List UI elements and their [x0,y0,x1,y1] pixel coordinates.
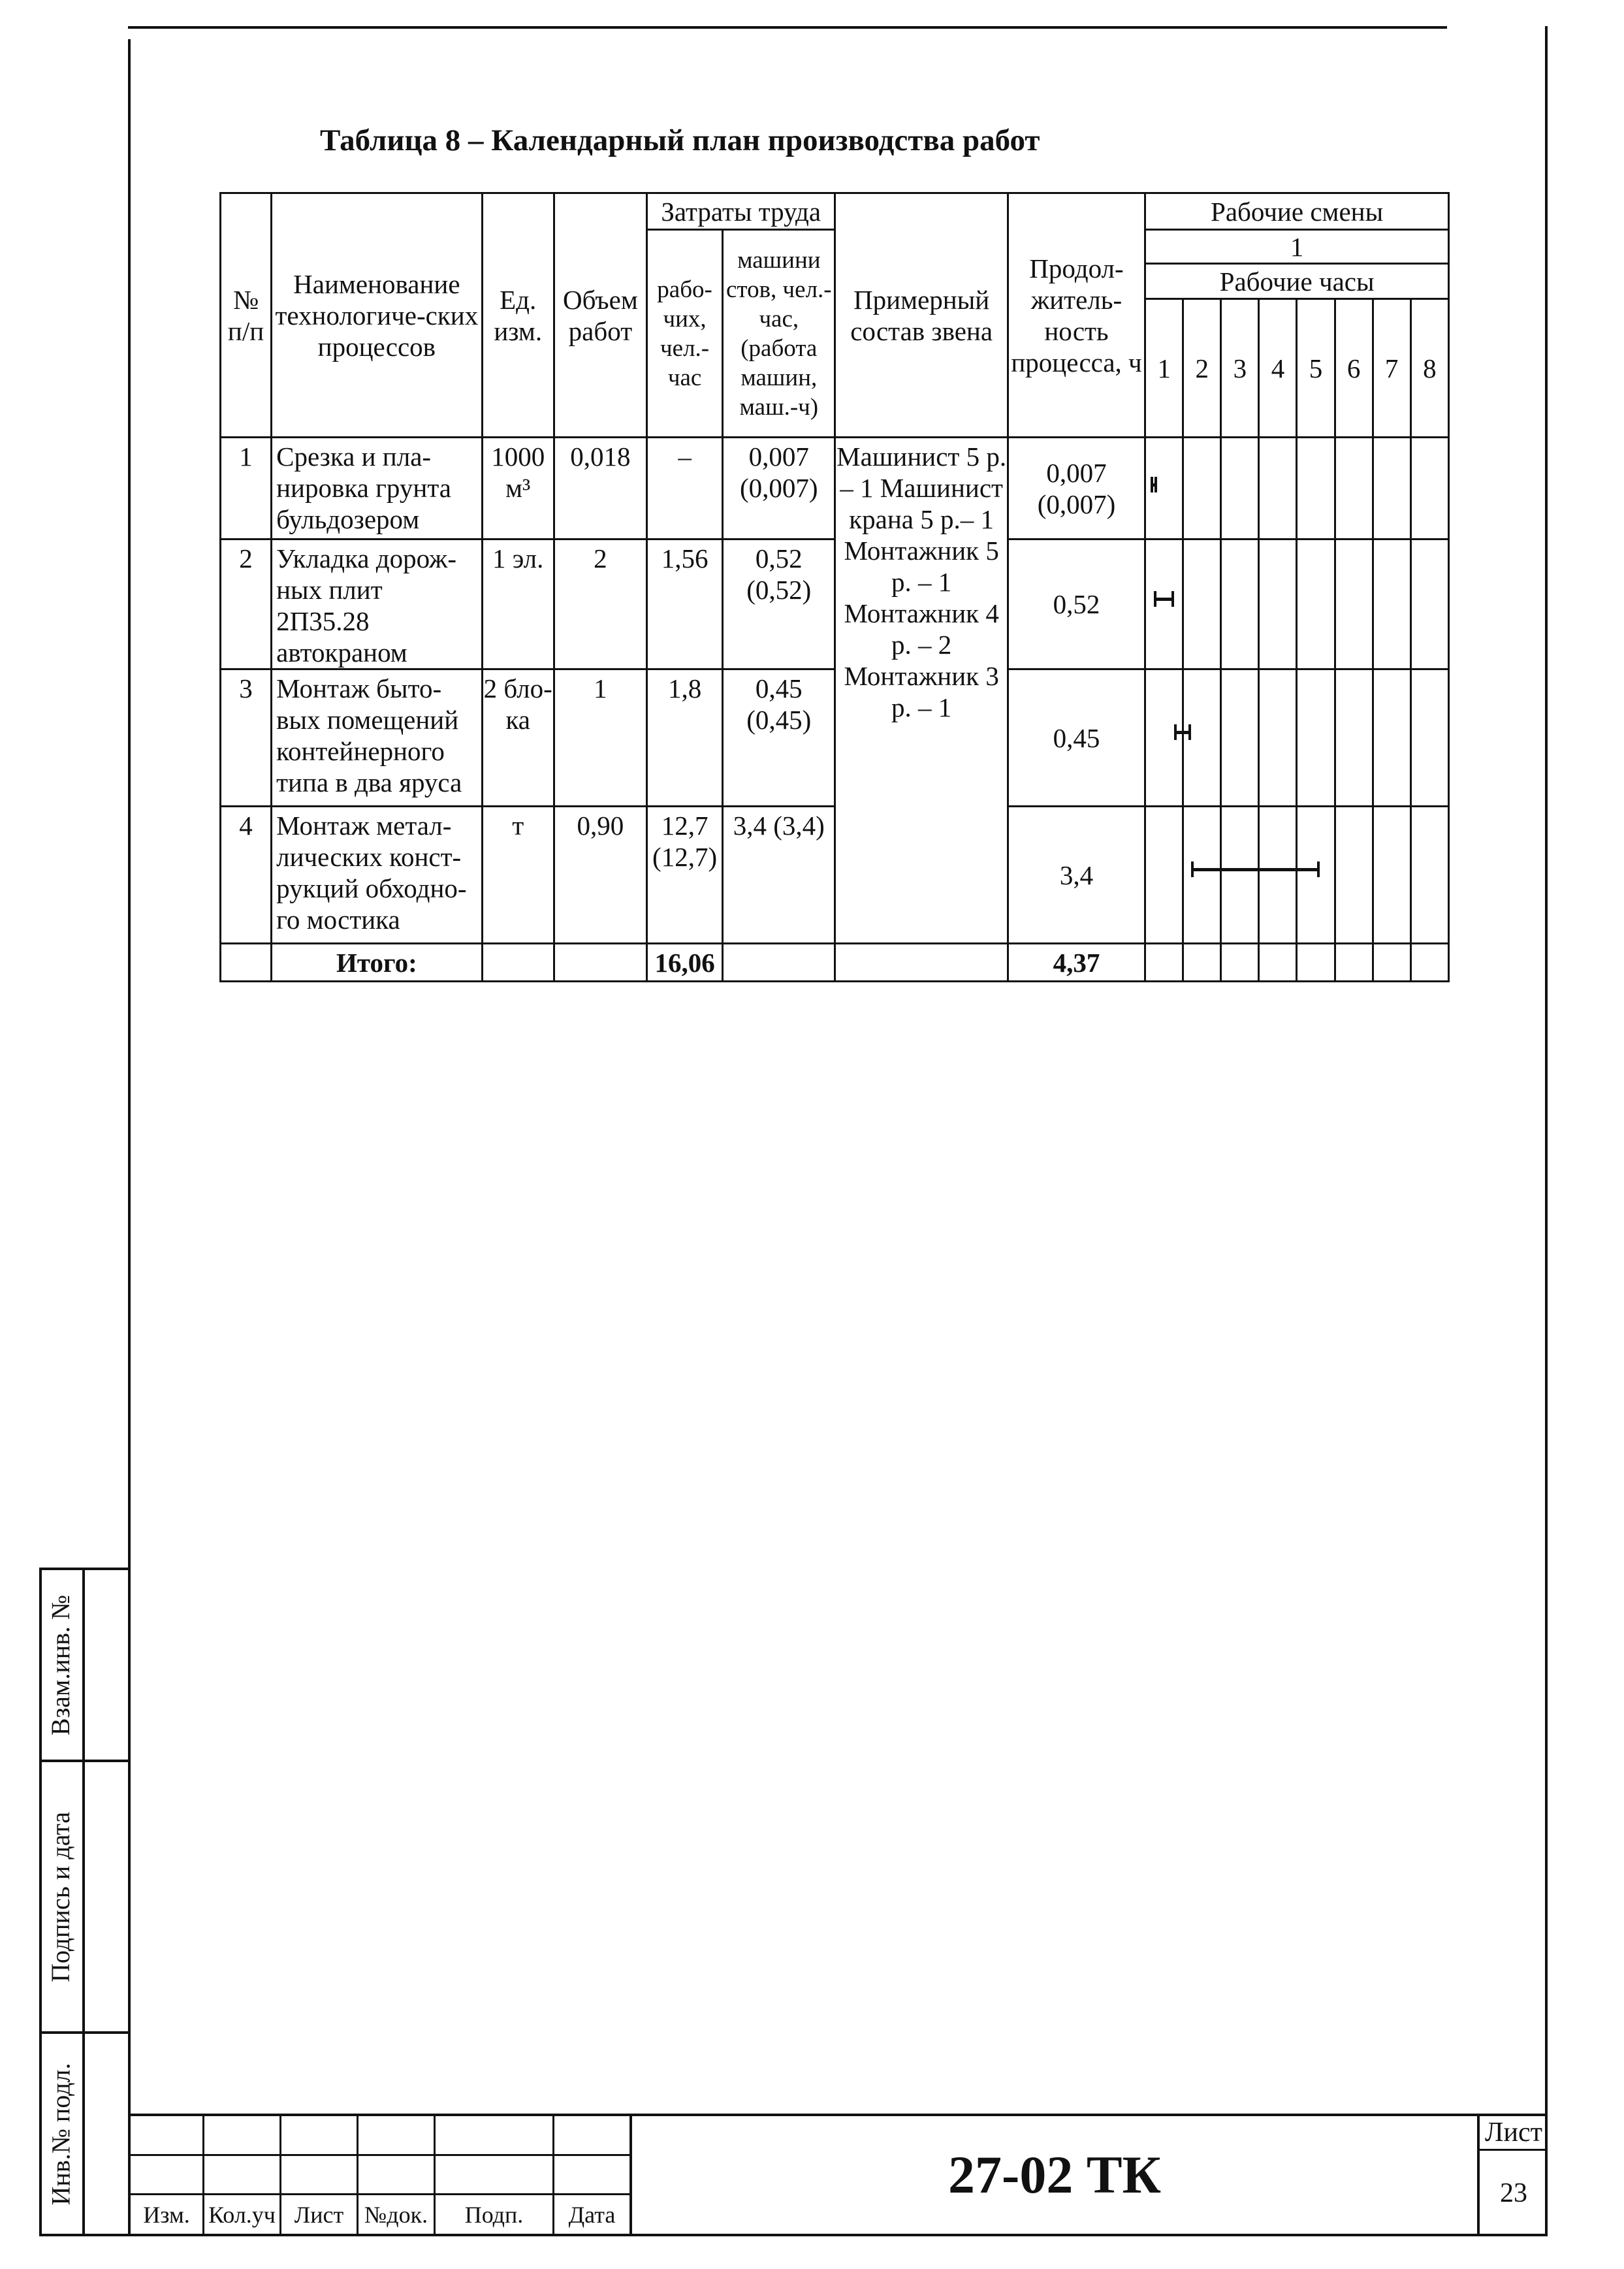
gantt-bar [1151,483,1157,487]
row-num: 1 [221,438,272,539]
frame-left-line [128,39,131,2236]
row-machinists: 0,45 (0,45) [723,669,835,807]
header-labor-workers: рабо-чих, чел.-час [647,230,723,438]
hour-label: 6 [1335,299,1373,438]
row-volume: 0,018 [554,438,646,539]
table-title: Таблица 8 – Календарный план производства работ [320,123,1040,157]
stamp-col-label: №док. [364,2202,428,2228]
stamp-col-label: Кол.уч [208,2202,276,2228]
row-volume: 2 [554,539,646,669]
side-label-signature: Подпись и дата [46,1811,76,1982]
stamp-col-label: Дата [568,2202,616,2228]
row-unit: 1000 м³ [482,438,554,539]
hour-label: 3 [1221,299,1259,438]
gantt-bar-start-cap [1191,861,1194,877]
hour-label: 5 [1297,299,1335,438]
gantt-bar-start-cap [1151,477,1153,492]
row-machinists: 0,007 (0,007) [723,438,835,539]
stamp-col-label: Лист [294,2202,344,2228]
gantt-bar-end-cap [1317,861,1320,877]
hour-label: 8 [1410,299,1448,438]
row-name: Срезка и пла-нировка грунта бульдозером [272,438,483,539]
schedule-table [219,192,1450,982]
side-label-inv: Инв.№ подл. [46,2063,76,2205]
row-num: 2 [221,539,272,669]
row-unit: 1 эл. [482,539,554,669]
header-hours-group: Рабочие часы [1145,264,1449,299]
header-shifts: Рабочие смены [1145,193,1449,230]
side-label-replacement: Взам.инв. № [46,1594,76,1735]
header-num: № п/п [221,193,272,438]
stamp-sheet-line [1477,2149,1548,2151]
table-row [221,669,1449,807]
row-workers: 1,8 [647,669,723,807]
row-workers: – [647,438,723,539]
hour-label: 1 [1145,299,1183,438]
row-workers: 12,7 (12,7) [647,807,723,944]
sheet-label: Лист [1485,2117,1542,2148]
row-name: Монтаж метал-лических конст-рукций обходно-го мостика [272,807,483,944]
gantt-bar-start-cap [1174,724,1177,740]
total-workers: 16,06 [647,944,723,982]
header-volume: Объем работ [554,193,646,438]
row-duration: 3,4 [1008,807,1145,944]
header-name: Наименование технологиче-ских процессов [272,193,483,438]
total-row [221,944,1449,982]
header-crew: Примерный состав звена [835,193,1008,438]
table-row [221,438,1449,539]
row-num: 4 [221,807,272,944]
row-workers: 1,56 [647,539,723,669]
header-labor-machinists: машини стов, чел.-час, (работа машин, маш.-ч) [723,230,835,438]
gantt-bar-end-cap [1171,591,1174,607]
gantt-bar [1154,598,1173,601]
stamp-col-label: Изм. [143,2202,190,2228]
gantt-bar [1174,731,1191,734]
document-code: 27-02 ТК [948,2145,1161,2204]
total-label: Итого: [272,944,483,982]
gantt-bar-end-cap [1188,724,1191,740]
gantt-bar-start-cap [1154,591,1156,607]
frame-top-line [128,26,1447,29]
sheet-number: 23 [1500,2178,1527,2208]
header-labor-group: Затраты труда [647,193,835,230]
table-row [221,539,1449,669]
row-machinists: 0,52 (0,52) [723,539,835,669]
row-duration: 0,45 [1008,669,1145,807]
row-duration: 0,52 [1008,539,1145,669]
crew-composition: Машинист 5 р. – 1 Машинист крана 5 р.– 1 Монтажник 5 р. – 1 Монтажник 4 р. – 2 Монтажник 3 р. – 1 [835,438,1008,944]
row-name: Монтаж быто-вых помещений контейнерного типа в два яруса [272,669,483,807]
frame-bottom-line [39,2234,1548,2236]
row-duration: 0,007 (0,007) [1008,438,1145,539]
hour-label: 2 [1183,299,1221,438]
stamp-col-label: Подп. [464,2202,524,2228]
header-duration: Продол-житель-ность процесса, ч [1008,193,1145,438]
table-row [221,807,1449,944]
hour-label: 7 [1373,299,1410,438]
row-name: Укладка дорож-ных плит 2П35.28 автокраном [272,539,483,669]
row-machinists: 3,4 (3,4) [723,807,835,944]
header-shift-number: 1 [1145,230,1449,264]
header-unit: Ед. изм. [482,193,554,438]
row-num: 3 [221,669,272,807]
side-strip-mid-line [82,1568,85,2236]
total-duration: 4,37 [1008,944,1145,982]
row-volume: 1 [554,669,646,807]
gantt-bar-end-cap [1154,477,1157,492]
row-volume: 0,90 [554,807,646,944]
hour-label: 4 [1259,299,1297,438]
row-unit: 2 бло-ка [482,669,554,807]
row-unit: т [482,807,554,944]
frame-right-line [1545,26,1548,2236]
gantt-bar [1191,868,1320,871]
